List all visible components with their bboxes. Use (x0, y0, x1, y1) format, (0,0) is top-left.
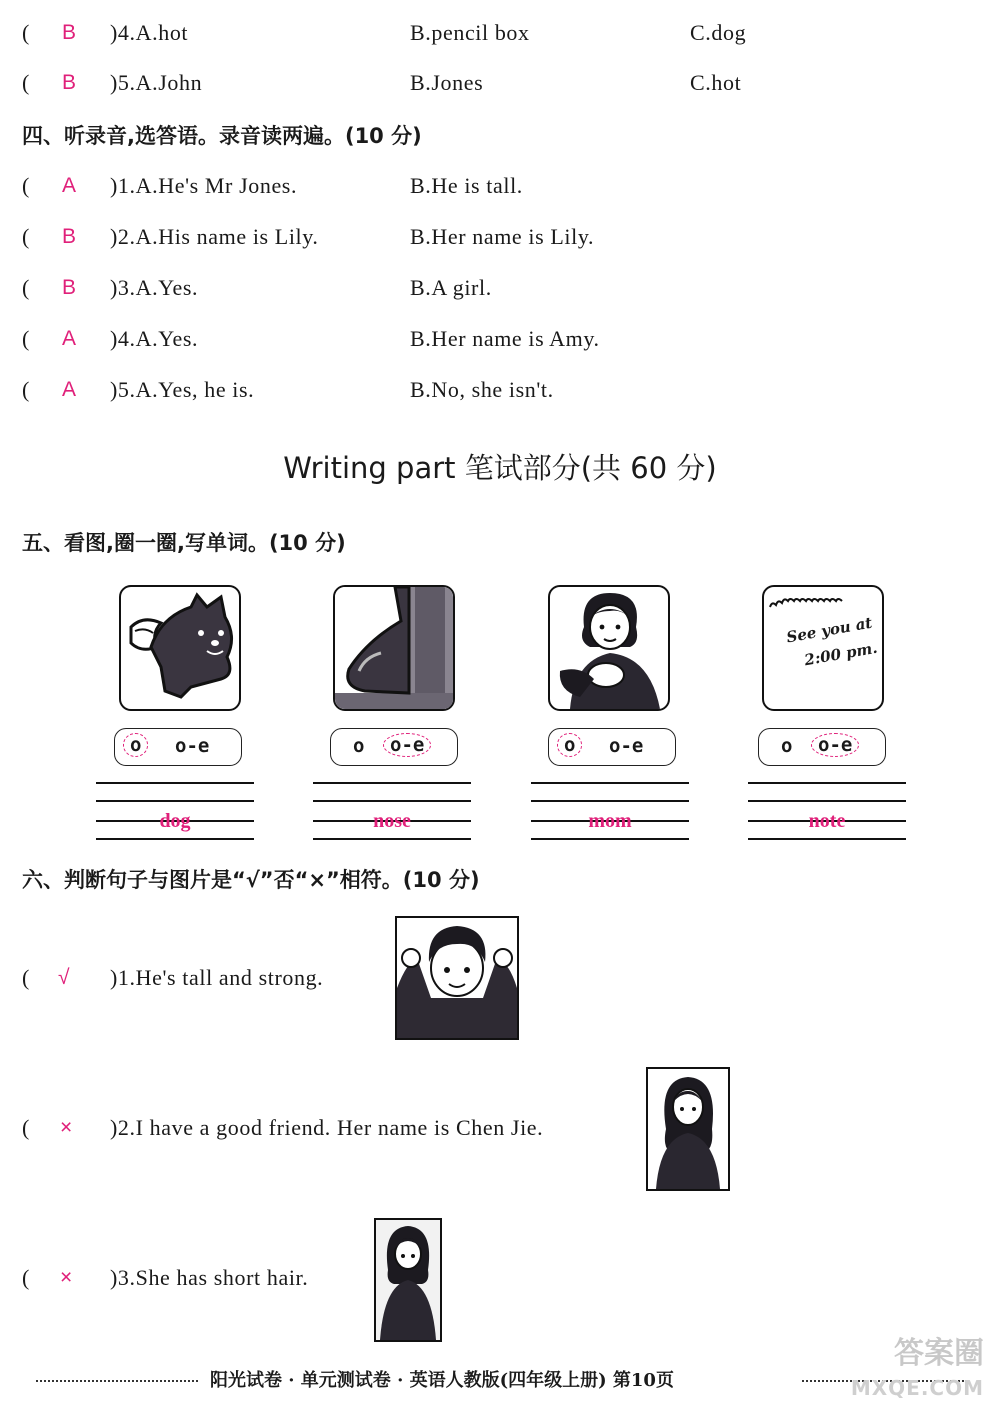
written-word: note (808, 810, 846, 832)
answer-mark: B (62, 276, 77, 299)
option-o[interactable]: o (781, 735, 793, 757)
answer-mark: A (62, 327, 77, 350)
photo-girl-bangs (374, 1218, 442, 1342)
note-text-2: 2:00 pm. (802, 638, 879, 670)
note-text-1: See you at (785, 613, 874, 647)
part5-heading: 五、看图,圈一圈,写单词。(10 分) (22, 531, 346, 555)
option-o[interactable]: o (353, 735, 365, 757)
boy-illustration (397, 918, 517, 1038)
check-mark: √ (58, 966, 70, 989)
mom-illustration (550, 587, 668, 709)
writing-lines-4[interactable] (748, 780, 906, 840)
picture-nose (333, 585, 455, 711)
answer-mark: B (62, 21, 77, 44)
footer-divider-left (36, 1380, 198, 1382)
writing-lines-1[interactable] (96, 780, 254, 840)
written-word: dog (159, 810, 191, 832)
nose-illustration (335, 587, 453, 709)
photo-strong-boy (395, 916, 519, 1040)
watermark-url: MXQE.COM (850, 1376, 984, 1400)
part6-heading: 六、判断句子与图片是“√”否“×”相符。(10 分) (22, 868, 480, 892)
option-o-e[interactable]: o-e (175, 735, 210, 757)
written-word: mom (588, 810, 632, 832)
option-o-e-circled[interactable]: o-e (383, 733, 431, 757)
girl-bangs-illustration (376, 1220, 440, 1340)
writing-part-title: Writing part 笔试部分(共 60 分) (283, 451, 717, 485)
option-o-e[interactable]: o-e (609, 735, 644, 757)
phonics-pill-2 (330, 728, 458, 766)
dog-illustration (121, 587, 239, 709)
answer-mark: B (62, 71, 77, 94)
picture-dog (119, 585, 241, 711)
phonics-pill-4 (758, 728, 886, 766)
picture-mom (548, 585, 670, 711)
phonics-pill-3 (548, 728, 676, 766)
girl-illustration (648, 1069, 728, 1189)
answer-mark: B (62, 225, 77, 248)
writing-lines-2[interactable] (313, 780, 471, 840)
photo-long-hair-girl (646, 1067, 730, 1191)
writing-lines-3[interactable] (531, 780, 689, 840)
answer-mark: A (62, 378, 77, 401)
answer-mark: A (62, 174, 77, 197)
picture-note (762, 585, 884, 711)
phonics-pill-1 (114, 728, 242, 766)
written-word: nose (373, 810, 411, 832)
option-o-e-circled[interactable]: o-e (811, 733, 859, 757)
cross-mark: × (60, 1116, 73, 1139)
watermark-logo: 答案圈 (894, 1336, 984, 1371)
cross-mark: × (60, 1266, 73, 1289)
option-o-circled[interactable]: o (123, 733, 148, 757)
option-o-circled[interactable]: o (557, 733, 582, 757)
part4-heading: 四、听录音,选答语。录音读两遍。(10 分) (22, 124, 422, 148)
footer-text: 阳光试卷 · 单元测试卷 · 英语人教版(四年级上册) 第10页 (210, 1370, 674, 1391)
